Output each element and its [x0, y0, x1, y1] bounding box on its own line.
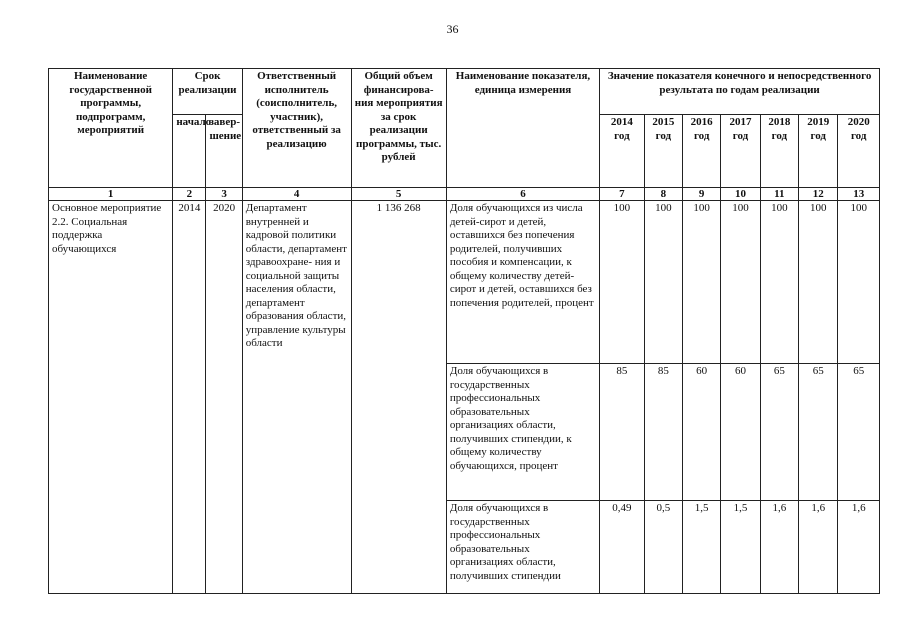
program-name-cell: Основное мероприятие 2.2. Социальная поддержка обучающихся [49, 201, 173, 594]
indicator-value: 60 [683, 364, 721, 501]
indicator-value: 65 [799, 364, 838, 501]
indicator-name: Доля обучающихся в государственных профессиональных образовательных организациях области, получивших стипендии, к общему количеству обучающихся, процент [446, 364, 599, 501]
indicator-value: 100 [683, 201, 721, 364]
column-number: 4 [242, 188, 351, 201]
header-year-2020: 2020 год [838, 115, 880, 188]
header-financing: Общий объем финансирова- ния мероприятия за срок реализации программы, тыс. рублей [351, 69, 446, 188]
column-number: 11 [760, 188, 798, 201]
indicator-value: 1,5 [721, 501, 760, 594]
header-year-2014: 2014 год [600, 115, 645, 188]
indicator-value: 100 [799, 201, 838, 364]
header-term: Срок реализации [173, 69, 242, 115]
column-number: 6 [446, 188, 599, 201]
indicator-name: Доля обучающихся в государственных профессиональных образовательных организациях области, получивших стипендии [446, 501, 599, 594]
header-program-name: Наименование государственной программы, подпрограмм, мероприятий [49, 69, 173, 188]
program-table [48, 68, 880, 594]
indicator-value: 100 [721, 201, 760, 364]
header-start: начало [173, 115, 206, 188]
indicator-value: 85 [644, 364, 682, 501]
column-number: 3 [206, 188, 242, 201]
indicator-value: 1,5 [683, 501, 721, 594]
financing-cell: 1 136 268 [351, 201, 446, 594]
column-number: 5 [351, 188, 446, 201]
header-indicator: Наименование показателя, единица измерения [446, 69, 599, 188]
indicator-name: Доля обучающихся из числа детей-сирот и детей, оставшихся без попечения родителей, получивших пособия и компенсации, к общему количеству детей-сирот и детей, оставшихся без попечения родителей, процент [446, 201, 599, 364]
header-year-2015: 2015 год [644, 115, 682, 188]
header-year-2017: 2017 год [721, 115, 760, 188]
indicator-value: 100 [644, 201, 682, 364]
header-end: завер- шение [206, 115, 242, 188]
indicator-value: 0,5 [644, 501, 682, 594]
column-number: 8 [644, 188, 682, 201]
indicator-value: 65 [838, 364, 880, 501]
indicator-value: 1,6 [838, 501, 880, 594]
header-year-2019: 2019 год [799, 115, 838, 188]
start-year-cell: 2014 [173, 201, 206, 594]
column-number-row [49, 188, 880, 201]
indicator-value: 100 [760, 201, 798, 364]
indicator-value: 1,6 [760, 501, 798, 594]
indicator-value: 0,49 [600, 501, 645, 594]
end-year-cell: 2020 [206, 201, 242, 594]
page-number: 36 [446, 22, 459, 36]
header-year-2016: 2016 год [683, 115, 721, 188]
header-responsible: Ответственный исполнитель (соисполнитель, участник), ответственный за реализацию [242, 69, 351, 188]
indicator-value: 60 [721, 364, 760, 501]
column-number: 2 [173, 188, 206, 201]
header-year-2018: 2018 год [760, 115, 798, 188]
column-number: 10 [721, 188, 760, 201]
column-number: 1 [49, 188, 173, 201]
header-values-group: Значение показателя конечного и непосредственного результата по годам реализации [600, 69, 880, 115]
indicator-value: 100 [838, 201, 880, 364]
responsible-cell: Департамент внутренней и кадровой политики области, департамент здравоохране- ния и социальной защиты населения области, департамент образования области, управление культуры области [242, 201, 351, 594]
column-number: 7 [600, 188, 645, 201]
column-number: 12 [799, 188, 838, 201]
indicator-value: 100 [600, 201, 645, 364]
indicator-value: 85 [600, 364, 645, 501]
table-row [49, 201, 880, 364]
column-number: 9 [683, 188, 721, 201]
indicator-value: 1,6 [799, 501, 838, 594]
indicator-value: 65 [760, 364, 798, 501]
column-number: 13 [838, 188, 880, 201]
